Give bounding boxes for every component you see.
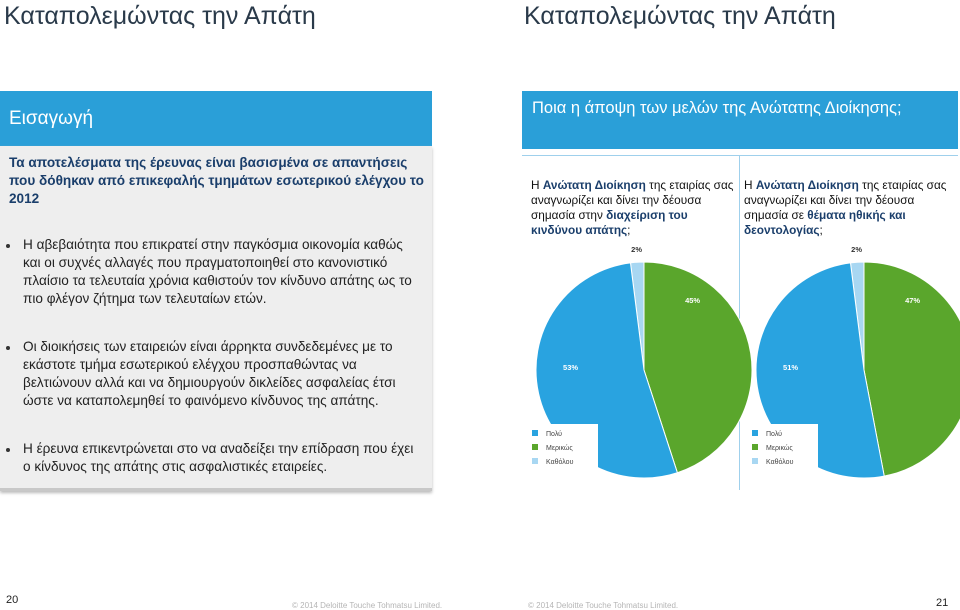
legend-swatch-Μερικώς xyxy=(532,444,538,450)
pie-label-Καθόλου: 2% xyxy=(631,245,643,255)
intro-summary-text: Τα αποτελέσματα της έρευνας είναι βασισμένα σε απαντήσεις που δόθηκαν από επικεφαλής τμημάτων εσωτερικού ελέγχου το 2012 xyxy=(9,155,424,206)
pie-legend xyxy=(526,424,598,476)
legend-swatch-Καθόλου xyxy=(532,458,538,464)
pie-chart-1 xyxy=(522,245,738,490)
bullet-text-1: Η αβεβαιότητα που επικρατεί στην παγκόσμια οικονομία καθώς και οι συχνές αλλαγές που πραγματοποιηθεί στο κανονιστικό πλαίσιο τα τελευταία χρόνια καθιστούν τον κίνδυνο απάτης ως το πιο φλέγον ζήτημα των τελευταίων ετών. xyxy=(23,237,412,306)
header-divider xyxy=(522,155,958,156)
legend-swatch-Πολύ xyxy=(752,430,758,436)
intro-header-text: Εισαγωγή xyxy=(9,108,94,129)
question-header-bar xyxy=(522,91,958,149)
legend-swatch-Μερικώς xyxy=(752,444,758,450)
bullet-dot-1 xyxy=(6,244,10,248)
bullet-text-3: Η έρευνα επικεντρώνεται στο να αναδείξει την επίδραση που έχει ο κίνδυνος της απάτης στις ασφαλιστικές εταιρείες. xyxy=(23,441,414,474)
bullet-text-2: Οι διοικήσεις των εταιρειών είναι άρρηκτα συνδεδεμένες με το εκάστοτε τμήμα εσωτερικού ελέγχου προσπαθώντας να βελτιώνουν αλλά και να δημιουργούν δικλείδες ασφαλείας έτσι ώστε να καταπολεμηθεί το φαινόμενο κίνδυνος της απάτης. xyxy=(23,339,396,408)
legend-swatch-Καθόλου xyxy=(752,458,758,464)
left-page-number: 20 xyxy=(6,594,19,606)
legend-label-Πολύ: Πολύ xyxy=(766,431,782,438)
right-slide-title: Καταπολεμώντας την Απάτη xyxy=(524,2,836,30)
pie-label-Πολύ: 53% xyxy=(563,363,579,372)
pie-chart-2 xyxy=(742,245,958,490)
right-page-number: 21 xyxy=(936,597,949,609)
intro-content-panel xyxy=(0,146,432,491)
left-copyright: © 2014 Deloitte Touche Tohmatsu Limited. xyxy=(292,601,443,610)
pie-legend xyxy=(746,424,818,476)
left-slide-title: Καταπολεμώντας την Απάτη xyxy=(4,2,316,30)
question-1-text: Η Ανώτατη Διοίκηση της εταιρίας σας αναγνωρίζει και δίνει την δέουσα σημασία στην διαχείριση του κινδύνου απάτης; xyxy=(531,178,734,237)
question-header-text: Ποια η άποψη των μελών της Ανώτατης Διοίκησης; xyxy=(532,99,902,117)
legend-label-Πολύ: Πολύ xyxy=(546,431,562,438)
pie-label-Πολύ: 51% xyxy=(783,363,799,372)
bullet-dot-3 xyxy=(6,448,10,452)
right-copyright: © 2014 Deloitte Touche Tohmatsu Limited. xyxy=(528,601,679,610)
legend-label-Μερικώς: Μερικώς xyxy=(766,445,793,452)
question-2-text: Η Ανώτατη Διοίκηση της εταιρίας σας αναγνωρίζει και δίνει την δέουσα σημασία σε θέματα ηθικής και δεοντολογίας; xyxy=(744,178,947,237)
pie-label-Μερικώς: 45% xyxy=(685,296,701,306)
legend-label-Μερικώς: Μερικώς xyxy=(546,445,573,452)
legend-label-Καθόλου: Καθόλου xyxy=(766,459,794,466)
intro-header-bar xyxy=(0,91,432,146)
pie-label-Καθόλου: 2% xyxy=(851,245,863,255)
bullet-dot-2 xyxy=(6,346,10,350)
legend-label-Καθόλου: Καθόλου xyxy=(546,459,574,466)
pie-label-Μερικώς: 47% xyxy=(905,296,921,306)
legend-swatch-Πολύ xyxy=(532,430,538,436)
